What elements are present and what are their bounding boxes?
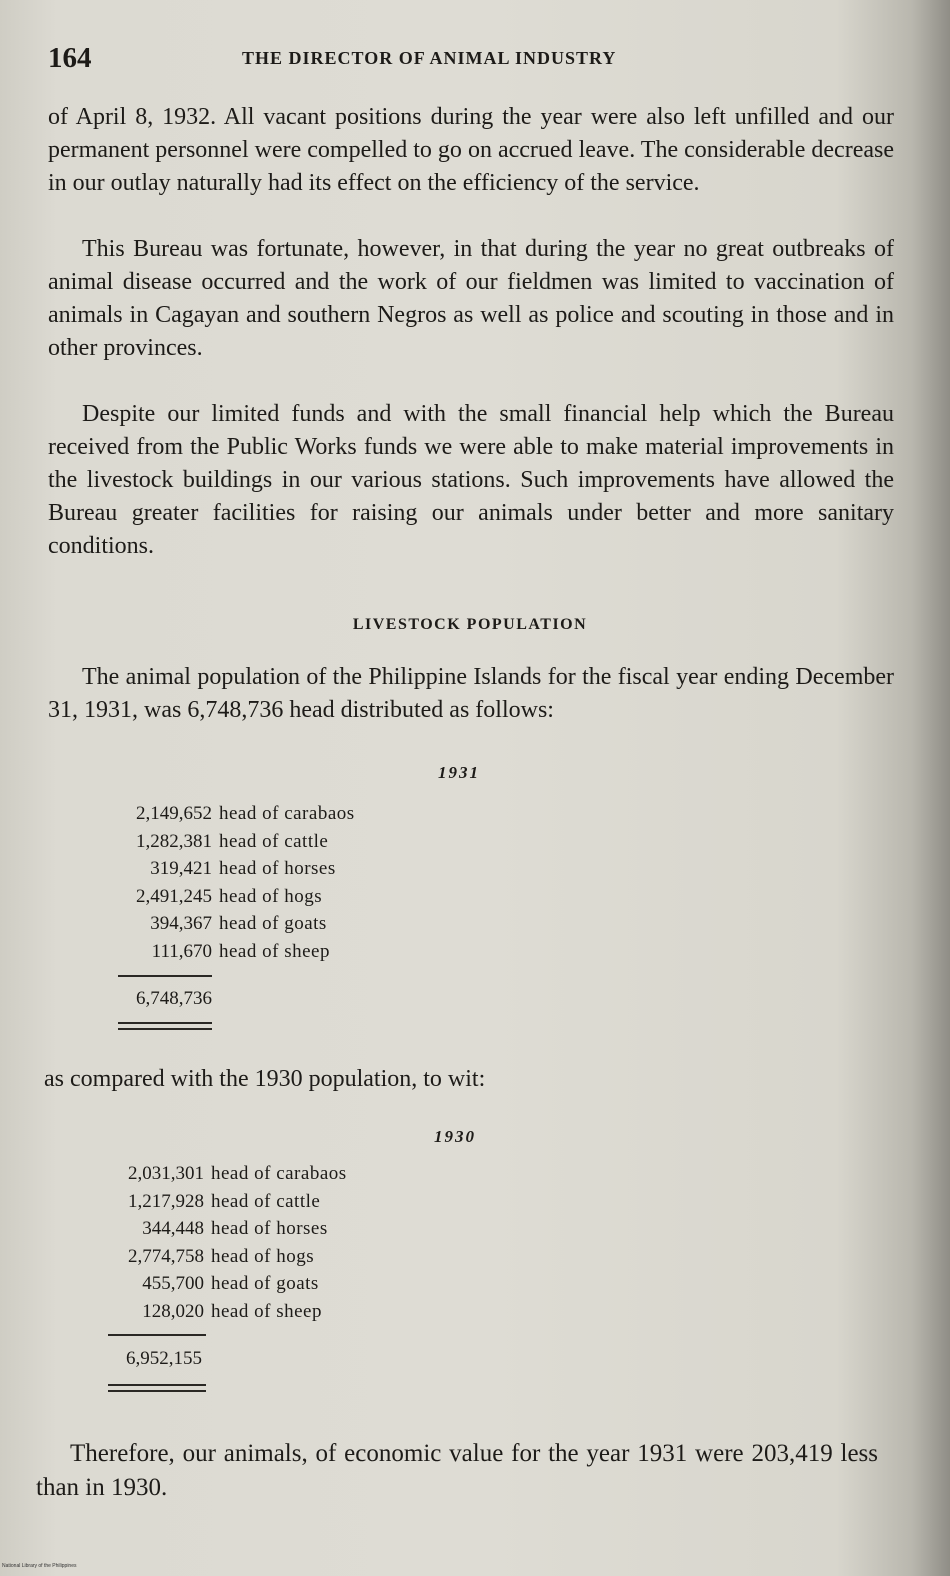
- table-row: [118, 855, 355, 883]
- double-rule-top: [108, 1384, 206, 1386]
- row-label: head of sheep: [211, 1300, 322, 1322]
- population-table-1930: [110, 1160, 347, 1325]
- row-count: 111,670: [151, 940, 212, 962]
- row-label: head of hogs: [211, 1245, 315, 1267]
- table-row: [110, 1298, 347, 1326]
- table-row: [118, 938, 355, 966]
- row-count: 455,700: [142, 1273, 204, 1294]
- row-label: head of horses: [219, 858, 336, 879]
- row-count: 2,774,758: [128, 1245, 204, 1267]
- section-heading: LIVESTOCK POPULATION: [352, 616, 588, 633]
- row-label: head of cattle: [211, 1190, 321, 1212]
- row-label: head of sheep: [219, 940, 330, 962]
- double-rule-bottom: [118, 1028, 212, 1030]
- double-rule-bottom: [108, 1390, 206, 1392]
- page-number: 164: [48, 42, 92, 74]
- row-label: head of goats: [219, 913, 327, 934]
- table-row: [118, 883, 355, 911]
- table-row: [110, 1160, 347, 1188]
- double-rule-top: [118, 1022, 212, 1024]
- row-label: head of carabaos: [211, 1163, 347, 1184]
- row-count: 1,217,928: [128, 1190, 204, 1212]
- table-row: [110, 1270, 347, 1298]
- row-count: 319,421: [150, 858, 212, 879]
- total-1931: 6,748,736: [136, 988, 212, 1009]
- paragraph-5: as compared with the 1930 population, to wit:: [44, 1066, 486, 1092]
- year-label-1931: 1931: [438, 763, 480, 782]
- row-count: 2,031,301: [128, 1163, 204, 1184]
- paragraph-2: This Bureau was fortunate, however, in that during the year no great outbreaks of animal disease occurred and the work of our fieldmen was limited to vaccination of animals in Cagayan and southern Negros as well as police and scouting in those and in other provinces.: [48, 236, 894, 361]
- table-row: [110, 1215, 347, 1243]
- page-header: [48, 42, 898, 82]
- library-footer-note: National Library of the Philippines: [2, 1563, 77, 1569]
- row-count: 128,020: [142, 1300, 204, 1322]
- paragraph-3: Despite our limited funds and with the small financial help which the Bureau received from the Public Works funds we were able to make material improvements in the livestock buildings in our various stations. Such improvements have allowed the Bureau greater facilities for raising our animals under better and more sanitary conditions.: [48, 401, 894, 559]
- paragraph-4: The animal population of the Philippine Islands for the fiscal year ending December 31, 1931, was 6,748,736 head distributed as follows:: [48, 664, 894, 723]
- year-label-1930: 1930: [434, 1127, 476, 1146]
- row-label: head of horses: [211, 1218, 328, 1239]
- sum-rule: [118, 975, 212, 977]
- population-table-1931: [118, 800, 355, 965]
- row-label: head of hogs: [219, 885, 323, 907]
- row-count: 344,448: [142, 1218, 204, 1239]
- running-head: THE DIRECTOR OF ANIMAL INDUSTRY: [242, 48, 617, 68]
- row-count: 2,491,245: [136, 885, 212, 907]
- row-label: head of cattle: [219, 830, 329, 852]
- table-row: [118, 910, 355, 938]
- row-count: 2,149,652: [136, 803, 212, 824]
- sum-rule: [108, 1334, 206, 1336]
- table-row: [110, 1243, 347, 1271]
- table-row: [118, 800, 355, 828]
- row-count: 394,367: [150, 913, 212, 934]
- paragraph-1: of April 8, 1932. All vacant positions during the year were also left unfilled and our permanent personnel were compelled to go on accrued leave. The considerable decrease in our outlay naturally had its effect on the efficiency of the service.: [48, 104, 894, 196]
- row-count: 1,282,381: [136, 830, 212, 852]
- paragraph-6: Therefore, our animals, of economic value for the year 1931 were 203,419 less than in 1930.: [36, 1440, 878, 1501]
- row-label: head of carabaos: [219, 803, 355, 824]
- table-row: [118, 828, 355, 856]
- row-label: head of goats: [211, 1273, 319, 1294]
- table-row: [110, 1188, 347, 1216]
- total-1930: 6,952,155: [126, 1348, 202, 1369]
